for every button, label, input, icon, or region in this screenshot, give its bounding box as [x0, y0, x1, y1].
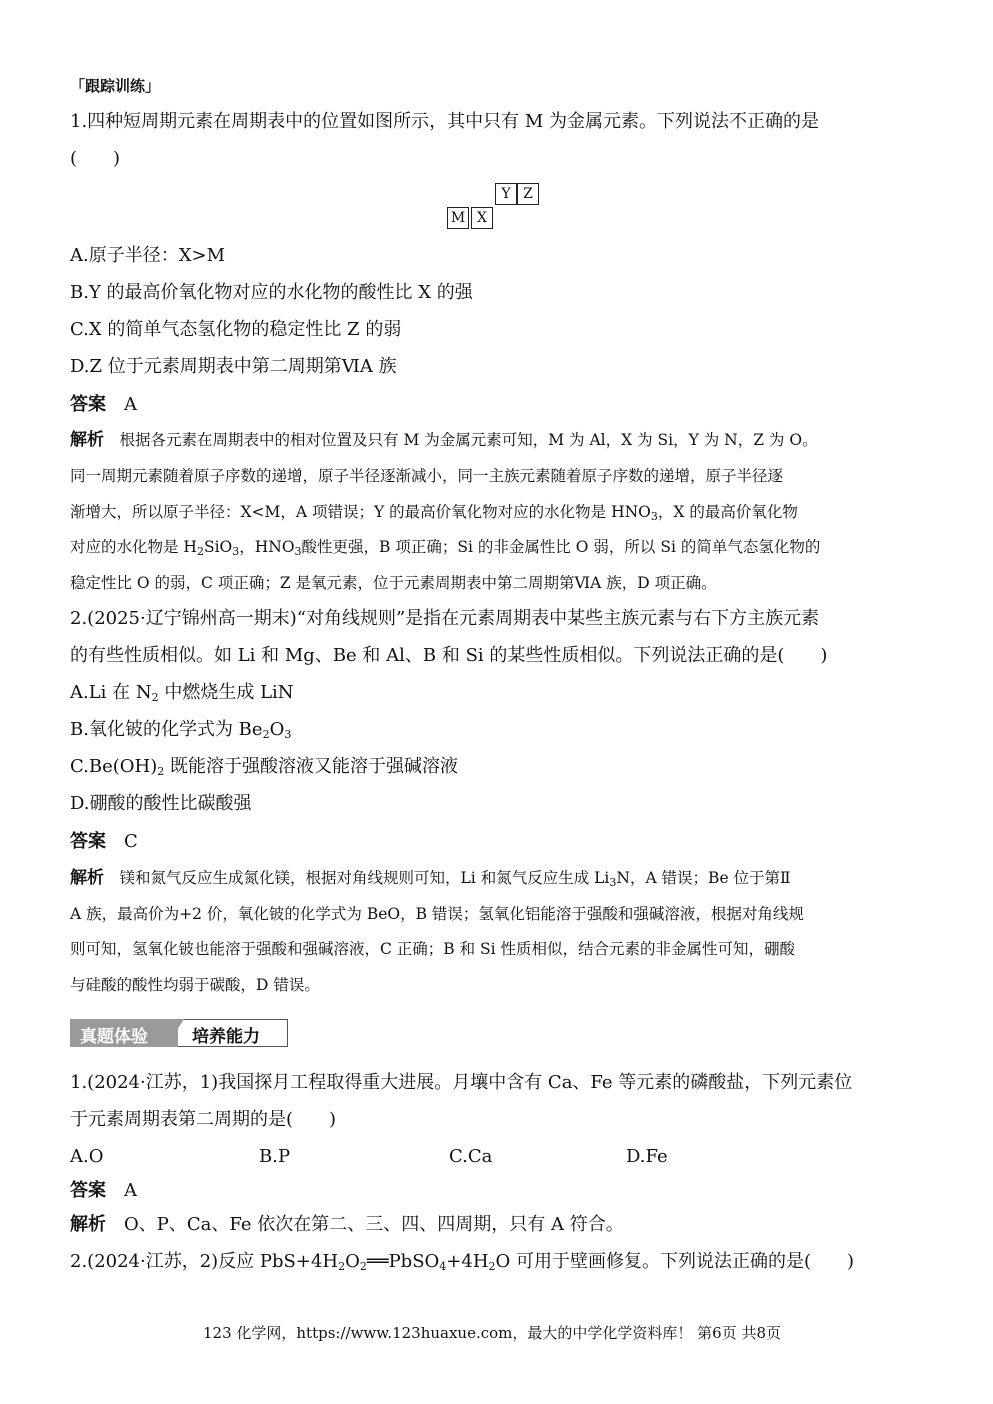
option-text: O [269, 719, 285, 740]
q1-analysis-line1 [70, 429, 818, 451]
q2-analysis-line4: 与硅酸的酸性均弱于碳酸，D 错误。 [70, 976, 320, 994]
q2-option-d: D.硼酸的酸性比碳酸强 [70, 793, 252, 814]
option-text: C.Be(OH) [70, 756, 158, 777]
analysis-label: 解析 [70, 868, 104, 888]
answer-value: C [124, 831, 138, 852]
section-tag-label: 跟踪训练 [85, 77, 146, 95]
analysis-text: 渐增大，所以原子半径：X<M，A 项错误；Y 的最高价氧化物对应的水化物是 HNO [70, 503, 651, 521]
cell-y: Y [495, 183, 517, 205]
q2-stem-line1: 2.(2025·辽宁锦州高一期末)“对角线规则”是指在元素周期表中某些主族元素与右下方主族元素 [70, 608, 820, 629]
banner-right-label: 培养能力 [192, 1027, 260, 1047]
subscript: 3 [284, 728, 292, 741]
answer-label: 答案 [70, 394, 106, 415]
subscript: 2 [151, 691, 159, 704]
z1-option-a: A.O [70, 1146, 104, 1167]
q1-analysis-line3 [70, 501, 798, 523]
analysis-text: O、P、Ca、Fe 依次在第二、三、四、四周期，只有 A 符合。 [124, 1214, 624, 1235]
stem-text: O 可用于壁画修复。下列说法正确的是( ) [495, 1251, 855, 1272]
cell-m: M [447, 207, 469, 229]
q2-analysis-line1 [70, 867, 791, 889]
analysis-label: 解析 [70, 430, 104, 450]
q1-option-b: B.Y 的最高价氧化物对应的水化物的酸性比 X 的强 [70, 282, 473, 303]
section-banner [70, 1019, 286, 1047]
q2-answer [70, 831, 138, 853]
subscript: 3 [650, 510, 658, 523]
analysis-text: N，A 错误；Be 位于第Ⅱ [616, 869, 791, 887]
q1-blank: ( ) [70, 148, 121, 169]
q1-analysis-line5: 稳定性比 O 的弱，C 项正确；Z 是氧元素，位于元素周期表中第二周期第ⅥA 族，D 项正确。 [70, 574, 717, 592]
analysis-text: 根据各元素在周期表中的相对位置及只有 M 为金属元素可知，M 为 Al，X 为 Si，Y 为 N，Z 为 O。 [119, 431, 818, 449]
option-text: B.氧化铍的化学式为 Be [70, 719, 263, 740]
subscript: 2 [488, 1260, 496, 1273]
z1-stem-line2: 于元素周期表第二周期的是( ) [70, 1109, 337, 1130]
q1-option-a: A.原子半径：X>M [70, 245, 226, 266]
analysis-text: 对应的水化物是 H [70, 538, 197, 556]
subscript: 2 [262, 728, 270, 741]
analysis-text: SiO [203, 538, 233, 556]
z1-stem-line1: 1.(2024·江苏，1)我国探月工程取得重大进展。月壤中含有 Ca、Fe 等元素的磷酸盐，下列元素位 [70, 1072, 853, 1093]
q1-stem: 1.四种短周期元素在周期表中的位置如图所示，其中只有 M 为金属元素。下列说法不正确的是 [70, 111, 820, 132]
z1-option-c: C.Ca [449, 1146, 493, 1167]
q1-answer [70, 394, 137, 416]
stem-text: 2.(2024·江苏，2)反应 PbS+4H [70, 1251, 339, 1272]
subscript: 3 [609, 876, 617, 889]
q2-option-b [70, 719, 291, 741]
q2-analysis-line2: A 族，最高价为+2 价，氧化铍的化学式为 BeO，B 错误；氢氧化铝能溶于强酸和强碱溶液，根据对角线规 [70, 905, 804, 923]
analysis-text: ，HNO [239, 538, 295, 556]
stem-text: O [345, 1251, 360, 1272]
banner-slash [166, 1019, 184, 1047]
subscript: 2 [196, 545, 204, 558]
cell-z: Z [517, 183, 539, 205]
z1-analysis [70, 1214, 624, 1236]
analysis-text: ，X 的最高价氧化物 [657, 503, 798, 521]
answer-label: 答案 [70, 1180, 106, 1201]
z1-answer [70, 1180, 137, 1202]
option-text: A.Li 在 N [70, 682, 152, 703]
z1-option-b: B.P [259, 1146, 291, 1167]
bracket-open: 「 [70, 77, 86, 95]
q2-analysis-line3: 则可知，氢氧化铍也能溶于强酸和强碱溶液，C 正确；B 和 Si 性质相似，结合元素的非金属性可知，硼酸 [70, 940, 796, 958]
subscript: 3 [232, 545, 240, 558]
subscript: 2 [359, 1260, 367, 1273]
subscript: 3 [294, 545, 302, 558]
q1-option-d: D.Z 位于元素周期表中第二周期第ⅥA 族 [70, 356, 397, 377]
answer-value: A [124, 1180, 137, 1201]
analysis-text: 酸性更强，B 项正确；Si 的非金属性比 O 弱，所以 Si 的简单气态氢化物的 [301, 538, 821, 556]
option-text: 既能溶于强酸溶液又能溶于强碱溶液 [164, 756, 458, 777]
banner-left-label: 真题体验 [80, 1027, 148, 1047]
option-text: 中燃烧生成 LiN [158, 682, 294, 703]
stem-text: ══PbSO [366, 1251, 440, 1272]
bracket-close: 」 [145, 77, 161, 95]
section-tag [70, 75, 160, 96]
q1-analysis-line4 [70, 536, 820, 558]
analysis-label: 解析 [70, 1214, 106, 1235]
subscript: 4 [439, 1260, 447, 1273]
page-footer: 123 化学网，https://www.123huaxue.com，最大的中学化学资料库！ 第6页 共8页 [203, 1324, 782, 1342]
subscript: 2 [157, 765, 165, 778]
z1-option-d: D.Fe [626, 1146, 668, 1167]
q1-option-c: C.X 的简单气态氢化物的稳定性比 Z 的弱 [70, 319, 402, 340]
q2-option-a [70, 682, 294, 704]
answer-value: A [124, 394, 137, 415]
analysis-text: 镁和氮气反应生成氮化镁，根据对角线规则可知，Li 和氮气反应生成 Li [119, 869, 610, 887]
subscript: 2 [338, 1260, 346, 1273]
z2-stem [70, 1251, 854, 1273]
q1-analysis-line2: 同一周期元素随着原子序数的递增，原子半径逐渐减小，同一主族元素随着原子序数的递增，原子半径逐 [70, 467, 784, 485]
q2-stem-line2: 的有些性质相似。如 Li 和 Mg、Be 和 Al、B 和 Si 的某些性质相似。下列说法正确的是( ) [70, 645, 828, 666]
stem-text: +4H [446, 1251, 489, 1272]
answer-label: 答案 [70, 831, 106, 852]
cell-x: X [471, 207, 493, 229]
q2-option-c [70, 756, 458, 778]
